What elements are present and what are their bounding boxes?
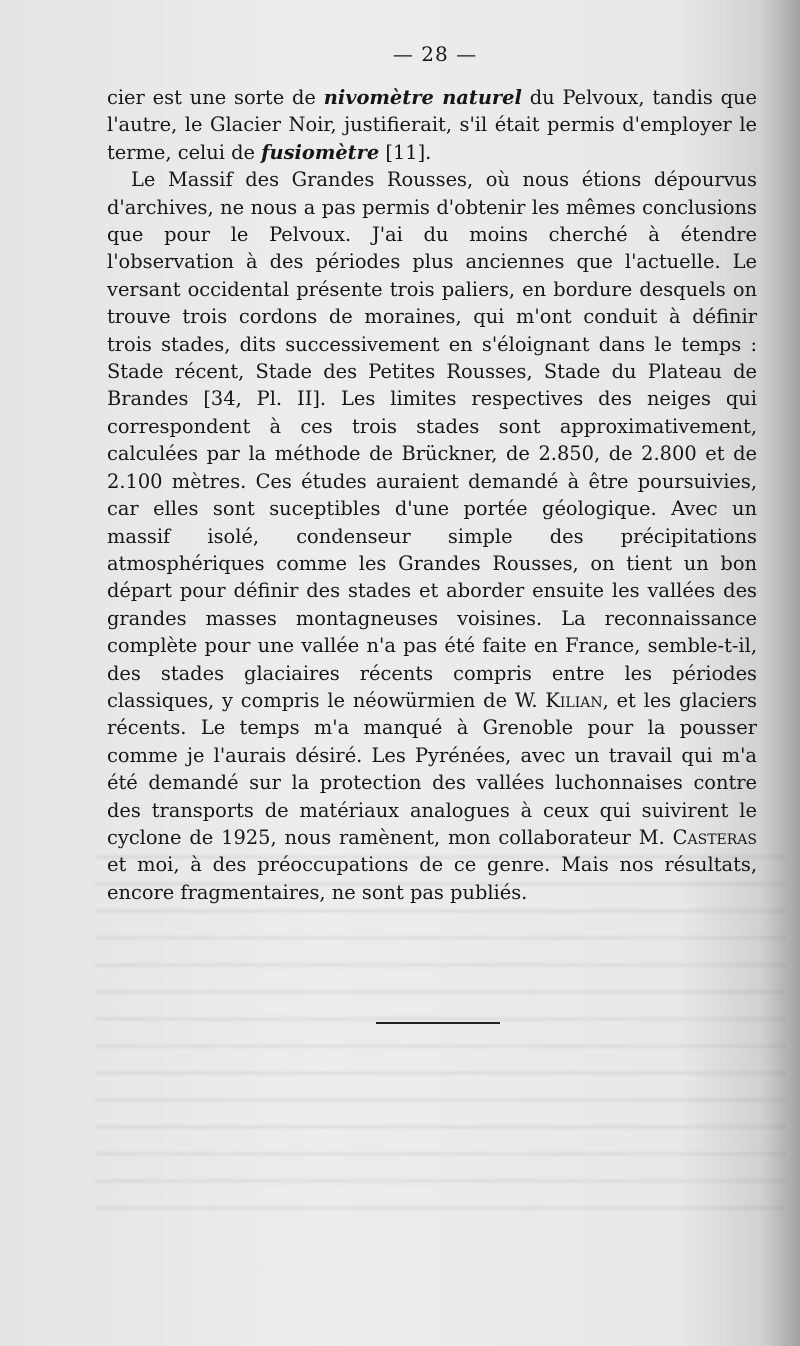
text-segment: cier est une sorte de [107,86,324,109]
section-divider-rule [376,1022,500,1024]
body-text [107,84,757,906]
author-casteras: Casteras [672,825,757,849]
page-edge-shadow [760,0,800,1346]
term-fusiometre: fusiomètre [261,140,380,164]
paragraph-continuation [107,84,757,166]
term-nivometre-naturel: nivomètre naturel [323,86,522,109]
text-segment: et moi, à des préoccupations de ce genre. Mais nos résultats, encore fragmentaires, ne sont pas publiés. [107,853,757,904]
text-segment: Le Massif des Grandes Rousses, où nous étions dépourvus d'archives, ne nous a pas permis d'obtenir les mêmes conclusions que pour le Pelvoux. J'ai du moins cherché à étendre l'observation à des périodes plus anciennes que l'actuelle. Le versant occidental présente trois paliers, en bordure desquels on trouve trois cordons de moraines, qui m'ont conduit à définir trois stades, dits successivement en s'éloignant dans le temps : Stade récent, Stade des Petites Rousses, Stade du Plateau de Brandes [34, Pl. II]. Les limites respectives des neiges qui correspondent à ces trois stades sont approximativement, calculées par la méthode de Brückner, de 2.850, de 2.800 et de 2.100 mètres. Ces études auraient demandé à être poursuivies, car elles sont suceptibles d'une portée géologique. Avec un massif isolé, condenseur simple des précipitations atmosphériques comme les Grandes Rousses, on tient un bon départ pour définir des stades et aborder ensuite les vallées des grandes masses montagneuses voisines. La reconnaissance complète pour une vallée n'a pas été faite en France, semble-t-il, des stades glaciaires récents compris entre les périodes classiques, y compris le néowürmien de W. [107,168,757,712]
author-kilian: Kilian [545,688,603,712]
text-segment: , et les glaciers récents. Le temps m'a manqué à Grenoble pour la pousser comme je l'aurais désiré. Les Pyrénées, avec un travail qui m'a été demandé sur la protection des vallées luchonnaises contre des transports de matériaux analogues à ceux qui suivirent le cyclone de 1925, nous ramènent, mon collaborateur M. [107,688,757,849]
text-segment: [11]. [379,140,432,164]
text-segment: du Pelvoux, tandis que l'autre, le Glacier Noir, justifierait, s'il était permis d'employer le terme, celui de [107,86,757,164]
paragraph-grandes-rousses [107,166,757,906]
page-number: — 28 — [392,42,478,66]
